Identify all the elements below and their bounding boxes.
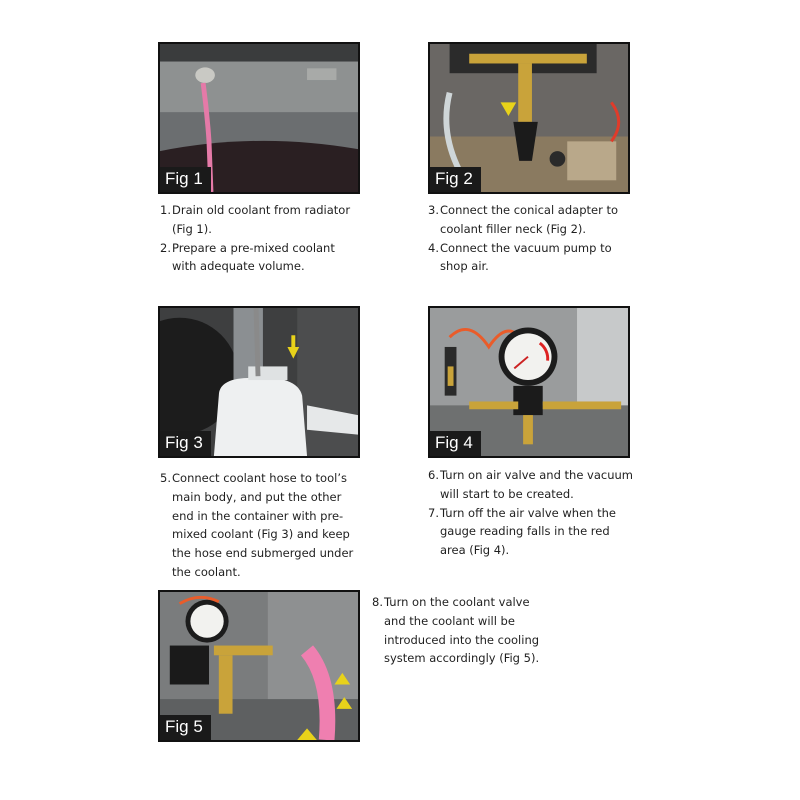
steps-fig4 xyxy=(428,466,633,560)
step-8: 8.Turn on the coolant valve and the coolant will be introduced into the cooling system accordingly (Fig 5). xyxy=(372,595,540,666)
fig1-label: Fig 1 xyxy=(160,167,211,192)
fig3-photo xyxy=(158,306,360,458)
steps-fig5 xyxy=(372,593,542,668)
steps-fig1 xyxy=(160,201,360,276)
fig5-label: Fig 5 xyxy=(160,715,211,740)
step-2: 2.Prepare a pre-mixed coolant with adequate volume. xyxy=(160,240,335,274)
fig1-photo xyxy=(158,42,360,194)
fig5-photo xyxy=(158,590,360,742)
step-3: 3.Connect the conical adapter to coolant filler neck (Fig 2). xyxy=(428,203,619,236)
step-5: 5.Connect coolant hose to tool’s main body, and put the other end in the container with pre-mixed coolant (Fig 3) and keep the hose end submerged under the coolant. xyxy=(160,471,354,579)
step-1: 1.Drain old coolant from radiator (Fig 1). xyxy=(160,203,351,236)
step-7: 7.Turn off the air valve when the gauge reading falls in the red area (Fig 4). xyxy=(428,505,616,558)
fig4-photo xyxy=(428,306,630,458)
steps-fig2 xyxy=(428,201,623,276)
fig3-label: Fig 3 xyxy=(160,431,211,456)
fig4-label: Fig 4 xyxy=(430,431,481,456)
fig2-label: Fig 2 xyxy=(430,167,481,192)
steps-fig3 xyxy=(160,469,360,582)
step-4: 4.Connect the vacuum pump to shop air. xyxy=(428,240,612,274)
step-6: 6.Turn on air valve and the vacuum will start to be created. xyxy=(428,468,634,501)
fig2-photo xyxy=(428,42,630,194)
